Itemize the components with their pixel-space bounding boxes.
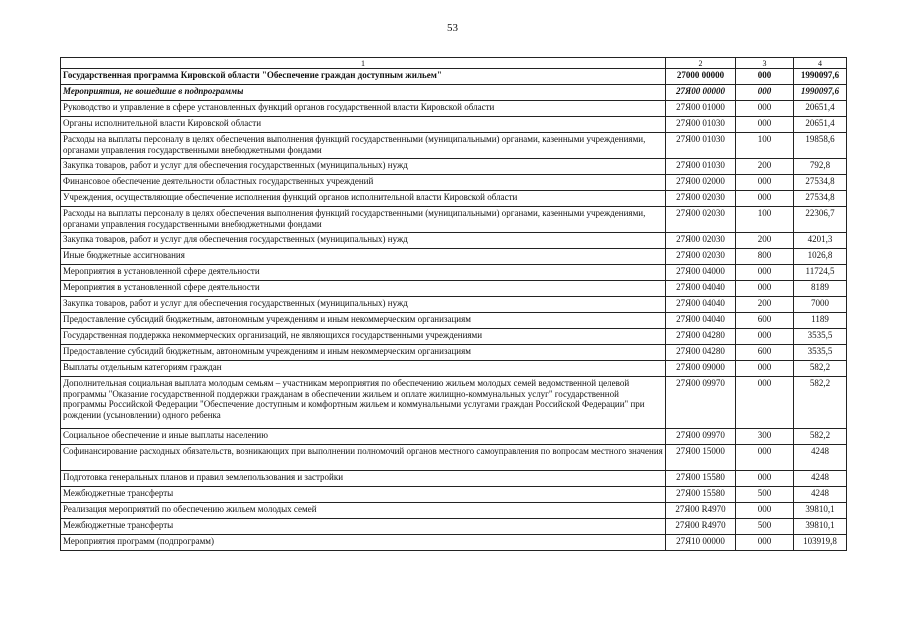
row-sum-cell: 582,2 <box>794 377 847 429</box>
row-code-cell: 27Я00 09000 <box>666 361 736 377</box>
row-type-cell: 000 <box>736 265 794 281</box>
row-type-cell: 100 <box>736 207 794 233</box>
row-name-cell: Мероприятия, не вошедшие в подпрограммы <box>61 85 666 101</box>
table-row <box>61 265 847 281</box>
row-sum-cell: 4248 <box>794 471 847 487</box>
row-sum-cell: 20651,4 <box>794 117 847 133</box>
row-code-cell: 27Я00 02030 <box>666 207 736 233</box>
table-row <box>61 345 847 361</box>
table-row <box>61 313 847 329</box>
row-name-cell: Реализация мероприятий по обеспечению жильем молодых семей <box>61 503 666 519</box>
row-name-cell: Закупка товаров, работ и услуг для обеспечения государственных (муниципальных) нужд <box>61 297 666 313</box>
table-row <box>61 503 847 519</box>
table-row <box>61 361 847 377</box>
row-type-cell: 500 <box>736 487 794 503</box>
row-name-cell: Государственная программа Кировской области "Обеспечение граждан доступным жильем" <box>61 69 666 85</box>
row-sum-cell: 792,8 <box>794 159 847 175</box>
row-code-cell: 27Я00 02030 <box>666 233 736 249</box>
row-name-cell: Мероприятия программ (подпрограмм) <box>61 535 666 551</box>
row-name-cell: Органы исполнительной власти Кировской области <box>61 117 666 133</box>
row-sum-cell: 19858,6 <box>794 133 847 159</box>
table-row <box>61 519 847 535</box>
row-code-cell: 27Я00 00000 <box>666 85 736 101</box>
row-type-cell: 000 <box>736 535 794 551</box>
row-code-cell: 27Я00 04280 <box>666 329 736 345</box>
row-sum-cell: 22306,7 <box>794 207 847 233</box>
table-row <box>61 471 847 487</box>
table-row <box>61 281 847 297</box>
row-name-cell: Подготовка генеральных планов и правил землепользования и застройки <box>61 471 666 487</box>
row-name-cell: Предоставление субсидий бюджетным, автономным учреждениям и иным некоммерческим организациям <box>61 345 666 361</box>
row-code-cell: 27Я00 01030 <box>666 159 736 175</box>
row-type-cell: 000 <box>736 377 794 429</box>
row-code-cell: 27Я00 R4970 <box>666 503 736 519</box>
table-row <box>61 191 847 207</box>
row-sum-cell: 27534,8 <box>794 191 847 207</box>
row-type-cell: 000 <box>736 117 794 133</box>
row-code-cell: 27Я00 04040 <box>666 297 736 313</box>
column-header: 1 <box>61 58 666 69</box>
row-type-cell: 000 <box>736 503 794 519</box>
row-name-cell: Расходы на выплаты персоналу в целях обеспечения выполнения функций государственными (муниципальными) органами, казенными учреждениями, органами управления государственными внебюджетными фондами <box>61 133 666 159</box>
row-code-cell: 27Я00 15580 <box>666 471 736 487</box>
row-code-cell: 27Я00 02030 <box>666 191 736 207</box>
row-code-cell: 27Я00 01030 <box>666 133 736 159</box>
table-row <box>61 117 847 133</box>
row-name-cell: Выплаты отдельным категориям граждан <box>61 361 666 377</box>
row-name-cell: Межбюджетные трансферты <box>61 487 666 503</box>
row-type-cell: 100 <box>736 133 794 159</box>
table-header-row <box>61 58 847 69</box>
row-name-cell: Дополнительная социальная выплата молодым семьям – участникам мероприятия по обеспечению жильем молодых семей ведомственной целевой программы "Оказание государственной поддержки гражданам в обеспечении жильем и оплате жилищно-коммунальных услуг" государственной программы Российской Федерации "Обеспечение доступным и комфортным жильем и коммунальными услугами граждан Российской Федерации" при рождении (усыновлении) одного ребенка <box>61 377 666 429</box>
table-row <box>61 207 847 233</box>
row-sum-cell: 7000 <box>794 297 847 313</box>
row-code-cell: 27Я00 15000 <box>666 445 736 471</box>
row-sum-cell: 1990097,6 <box>794 69 847 85</box>
row-sum-cell: 27534,8 <box>794 175 847 191</box>
row-type-cell: 200 <box>736 159 794 175</box>
table-row <box>61 233 847 249</box>
row-type-cell: 000 <box>736 101 794 117</box>
row-sum-cell: 20651,4 <box>794 101 847 117</box>
column-header: 2 <box>666 58 736 69</box>
row-type-cell: 000 <box>736 445 794 471</box>
table-row <box>61 297 847 313</box>
row-code-cell: 27000 00000 <box>666 69 736 85</box>
row-name-cell: Государственная поддержка некоммерческих организаций, не являющихся государственными учреждениями <box>61 329 666 345</box>
row-sum-cell: 39810,1 <box>794 519 847 535</box>
row-type-cell: 000 <box>736 175 794 191</box>
column-header: 3 <box>736 58 794 69</box>
row-name-cell: Расходы на выплаты персоналу в целях обеспечения выполнения функций государственными (муниципальными) органами, казенными учреждениями, органами управления государственными внебюджетными фондами <box>61 207 666 233</box>
table-row <box>61 101 847 117</box>
row-sum-cell: 1990097,6 <box>794 85 847 101</box>
row-name-cell: Мероприятия в установленной сфере деятельности <box>61 265 666 281</box>
row-code-cell: 27Я00 04000 <box>666 265 736 281</box>
budget-table <box>60 57 847 551</box>
table-row <box>61 445 847 471</box>
row-name-cell: Предоставление субсидий бюджетным, автономным учреждениям и иным некоммерческим организациям <box>61 313 666 329</box>
row-code-cell: 27Я00 09970 <box>666 429 736 445</box>
row-code-cell: 27Я00 01030 <box>666 117 736 133</box>
row-sum-cell: 103919,8 <box>794 535 847 551</box>
row-type-cell: 000 <box>736 85 794 101</box>
row-type-cell: 300 <box>736 429 794 445</box>
table-row <box>61 429 847 445</box>
row-name-cell: Закупка товаров, работ и услуг для обеспечения государственных (муниципальных) нужд <box>61 159 666 175</box>
row-name-cell: Софинансирование расходных обязательств, возникающих при выполнении полномочий органов местного самоуправления по вопросам местного значения <box>61 445 666 471</box>
row-type-cell: 600 <box>736 345 794 361</box>
row-name-cell: Мероприятия в установленной сфере деятельности <box>61 281 666 297</box>
table-row <box>61 329 847 345</box>
row-type-cell: 000 <box>736 191 794 207</box>
row-sum-cell: 39810,1 <box>794 503 847 519</box>
row-code-cell: 27Я00 04040 <box>666 281 736 297</box>
row-sum-cell: 582,2 <box>794 429 847 445</box>
row-type-cell: 800 <box>736 249 794 265</box>
row-type-cell: 000 <box>736 471 794 487</box>
row-sum-cell: 1026,8 <box>794 249 847 265</box>
row-sum-cell: 8189 <box>794 281 847 297</box>
row-name-cell: Иные бюджетные ассигнования <box>61 249 666 265</box>
row-sum-cell: 1189 <box>794 313 847 329</box>
row-code-cell: 27Я10 00000 <box>666 535 736 551</box>
row-type-cell: 000 <box>736 329 794 345</box>
row-name-cell: Финансовое обеспечение деятельности областных государственных учреждений <box>61 175 666 191</box>
row-type-cell: 000 <box>736 361 794 377</box>
table-row <box>61 377 847 429</box>
table-row <box>61 69 847 85</box>
row-type-cell: 500 <box>736 519 794 535</box>
row-name-cell: Учреждения, осуществляющие обеспечение исполнения функций органов исполнительной власти Кировской области <box>61 191 666 207</box>
row-sum-cell: 4201,3 <box>794 233 847 249</box>
row-code-cell: 27Я00 04040 <box>666 313 736 329</box>
row-code-cell: 27Я00 02000 <box>666 175 736 191</box>
column-header: 4 <box>794 58 847 69</box>
row-name-cell: Межбюджетные трансферты <box>61 519 666 535</box>
row-sum-cell: 4248 <box>794 445 847 471</box>
page-number: 53 <box>447 22 458 34</box>
row-type-cell: 000 <box>736 281 794 297</box>
row-code-cell: 27Я00 04280 <box>666 345 736 361</box>
row-code-cell: 27Я00 R4970 <box>666 519 736 535</box>
table-row <box>61 487 847 503</box>
table-row <box>61 133 847 159</box>
row-code-cell: 27Я00 01000 <box>666 101 736 117</box>
table-row <box>61 85 847 101</box>
row-sum-cell: 3535,5 <box>794 345 847 361</box>
row-sum-cell: 582,2 <box>794 361 847 377</box>
table-row <box>61 175 847 191</box>
row-type-cell: 200 <box>736 233 794 249</box>
row-code-cell: 27Я00 15580 <box>666 487 736 503</box>
row-name-cell: Социальное обеспечение и иные выплаты населению <box>61 429 666 445</box>
table-row <box>61 249 847 265</box>
row-type-cell: 600 <box>736 313 794 329</box>
row-sum-cell: 11724,5 <box>794 265 847 281</box>
table-row <box>61 535 847 551</box>
row-type-cell: 000 <box>736 69 794 85</box>
row-type-cell: 200 <box>736 297 794 313</box>
row-sum-cell: 3535,5 <box>794 329 847 345</box>
row-sum-cell: 4248 <box>794 487 847 503</box>
row-name-cell: Закупка товаров, работ и услуг для обеспечения государственных (муниципальных) нужд <box>61 233 666 249</box>
row-name-cell: Руководство и управление в сфере установленных функций органов государственной власти Кировской области <box>61 101 666 117</box>
table-row <box>61 159 847 175</box>
row-code-cell: 27Я00 09970 <box>666 377 736 429</box>
row-code-cell: 27Я00 02030 <box>666 249 736 265</box>
